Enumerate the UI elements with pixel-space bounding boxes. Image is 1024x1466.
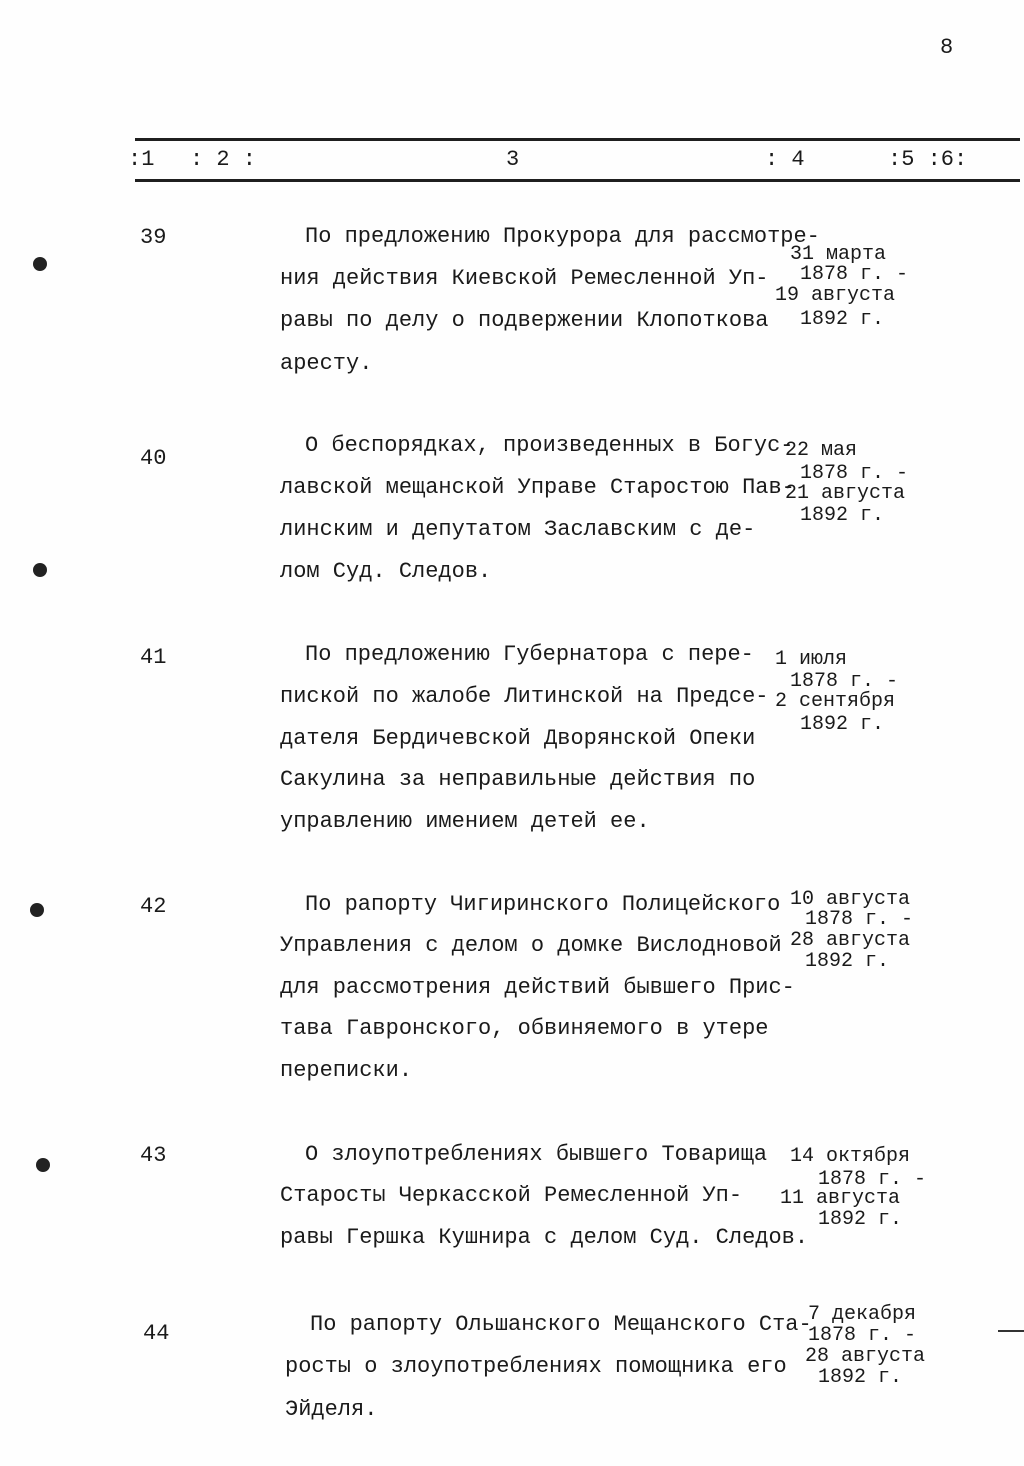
date-line: 22 мая xyxy=(785,439,858,462)
date-line: 21 августа xyxy=(785,482,906,505)
date-line: 31 марта xyxy=(790,243,887,266)
date-line: 28 августа xyxy=(790,929,911,952)
date-line: 19 августа xyxy=(775,284,896,307)
header-top-rule xyxy=(135,138,1020,141)
header-col-1: :1 xyxy=(128,147,155,172)
entry-number: 40 xyxy=(140,446,167,471)
entry-line: переписки. xyxy=(280,1058,413,1083)
punch-hole xyxy=(30,903,44,917)
date-line: 14 октября xyxy=(790,1145,911,1168)
entry-number: 44 xyxy=(143,1321,170,1346)
entry-line: равы Гершка Кушнира с делом Суд. Следов. xyxy=(280,1225,809,1250)
date-line: 1878 г. - xyxy=(805,908,914,931)
entry-line: По рапорту Чигиринского Полицейского xyxy=(305,892,781,917)
entry-number: 42 xyxy=(140,894,167,919)
date-line: 1892 г. xyxy=(800,504,885,527)
header-col-2: : 2 : xyxy=(190,147,257,172)
entry-line: лом Суд. Следов. xyxy=(280,559,492,584)
header-col-5-6: :5 :6: xyxy=(888,147,968,172)
entry-line: равы по делу о подвержении Клопоткова xyxy=(280,308,769,333)
date-line: 28 августа xyxy=(805,1345,926,1368)
header-col-4: : 4 xyxy=(765,147,805,172)
punch-hole xyxy=(33,563,47,577)
date-line: 10 августа xyxy=(790,888,911,911)
entry-line: лавской мещанской Управе Старостою Пав- xyxy=(280,475,795,500)
date-line: 1892 г. xyxy=(818,1366,903,1389)
entry-line: ния действия Киевской Ремесленной Уп- xyxy=(280,266,769,291)
margin-mark xyxy=(998,1330,1024,1332)
date-line: 1892 г. xyxy=(800,308,885,331)
entry-number: 39 xyxy=(140,225,167,250)
date-line: 1878 г. - xyxy=(808,1324,917,1347)
entry-line: дателя Бердичевской Дворянской Опеки xyxy=(280,726,756,751)
punch-hole xyxy=(33,257,47,271)
entry-line: По рапорту Ольшанского Мещанского Ста- xyxy=(310,1312,812,1337)
header-bottom-rule xyxy=(135,179,1020,182)
date-line: 11 августа xyxy=(780,1187,901,1210)
entry-line: По предложению Прокурора для рассмотре- xyxy=(305,224,820,249)
header-col-3: 3 xyxy=(506,147,520,172)
date-line: 1878 г. - xyxy=(818,1168,927,1191)
punch-hole xyxy=(36,1158,50,1172)
date-line: 1892 г. xyxy=(805,950,890,973)
date-line: 1878 г. - xyxy=(790,670,899,693)
entry-line: Старосты Черкасской Ремесленной Уп- xyxy=(280,1183,743,1208)
entry-line: тава Гавронского, обвиняемого в утере xyxy=(280,1016,769,1041)
date-line: 1878 г. - xyxy=(800,263,909,286)
entry-line: Сакулина за неправильные действия по xyxy=(280,767,756,792)
entry-line: По предложению Губернатора с пере- xyxy=(305,642,754,667)
entry-number: 43 xyxy=(140,1143,167,1168)
date-line: 1892 г. xyxy=(800,713,885,736)
entry-line: пиской по жалобе Литинской на Предсе- xyxy=(280,684,769,709)
date-line: 7 декабря xyxy=(808,1303,917,1326)
entry-line: Управления с делом о домке Вислодновой xyxy=(280,933,782,958)
date-line: 1892 г. xyxy=(818,1208,903,1231)
entry-line: Эйделя. xyxy=(285,1397,378,1422)
date-line: 1 июля xyxy=(775,648,848,671)
entry-line: О беспорядках, произведенных в Богус- xyxy=(305,433,794,458)
entry-line: росты о злоупотреблениях помощника его xyxy=(285,1354,787,1379)
entry-line: аресту. xyxy=(280,351,373,376)
date-line: 2 сентября xyxy=(775,690,896,713)
entry-line: линским и депутатом Заславским с де- xyxy=(280,517,756,542)
page-number: 8 xyxy=(940,35,954,60)
entry-line: управлению имением детей ее. xyxy=(280,809,650,834)
entry-line: О злоупотреблениях бывшего Товарища xyxy=(305,1142,768,1167)
entry-number: 41 xyxy=(140,645,167,670)
date-line: 1878 г. - xyxy=(800,462,909,485)
entry-line: для рассмотрения действий бывшего Прис- xyxy=(280,975,795,1000)
